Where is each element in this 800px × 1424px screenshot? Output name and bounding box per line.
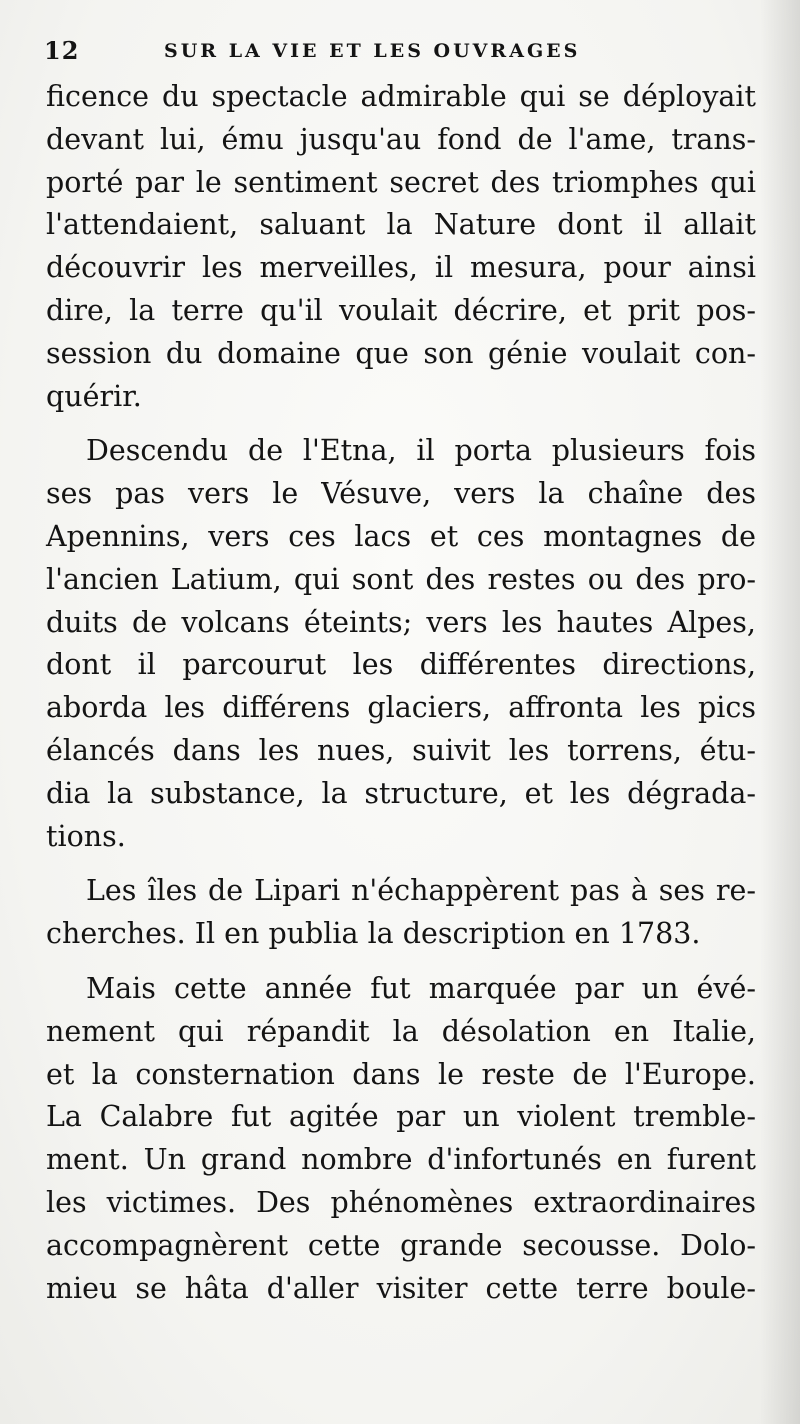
text-line: dont il parcourut les différentes directions,: [46, 648, 756, 682]
text-line: quérir.: [46, 379, 142, 413]
paragraph-1: [46, 76, 756, 418]
text-line: porté par le sentiment secret des triomphes qui: [46, 165, 756, 199]
running-title: SUR LA VIE ET LES OUVRAGES: [164, 40, 581, 62]
paragraph-3: [46, 870, 756, 956]
text-line: session du domaine que son génie voulait con-: [46, 336, 756, 370]
text-line: l'ancien Latium, qui sont des restes ou des pro-: [46, 562, 756, 596]
text-line: Apennins, vers ces lacs et ces montagnes de: [46, 519, 756, 553]
text-line: l'attendaient, saluant la Nature dont il allait: [46, 208, 756, 242]
text-line: Mais cette année fut marquée par un évé-: [86, 971, 756, 1005]
text-line: nement qui répandit la désolation en Italie,: [46, 1014, 756, 1048]
text-line: dire, la terre qu'il voulait décrire, et prit pos-: [46, 293, 756, 327]
text-line: devant lui, ému jusqu'au fond de l'ame, trans-: [46, 122, 756, 156]
text-line: dia la substance, la structure, et les dégrada-: [46, 776, 756, 810]
text-line: ficence du spectacle admirable qui se déployait: [46, 80, 756, 113]
text-line: ses pas vers le Vésuve, vers la chaîne des: [46, 477, 756, 511]
paragraph-4: [46, 968, 756, 1310]
text-line: cherches. Il en publia la description en 1783.: [46, 917, 701, 951]
text-line: duits de volcans éteints; vers les hautes Alpes,: [46, 605, 756, 639]
text-line: les victimes. Des phénomènes extraordinaires: [46, 1185, 756, 1219]
text-line: élancés dans les nues, suivit les torrens, étu-: [46, 733, 756, 767]
text-line: et la consternation dans le reste de l'Europe.: [46, 1057, 756, 1091]
text-line: mieu se hâta d'aller visiter cette terre boule-: [46, 1271, 756, 1305]
running-header: [44, 36, 756, 68]
body-text: [46, 76, 756, 1310]
text-line: accompagnèrent cette grande secousse. Dolo-: [46, 1228, 756, 1262]
text-line: tions.: [46, 819, 126, 853]
page-number: 12: [44, 36, 80, 65]
paragraph-2: [46, 430, 756, 858]
text-line: ment. Un grand nombre d'infortunés en furent: [46, 1143, 756, 1177]
text-line: La Calabre fut agitée par un violent tremble-: [46, 1100, 756, 1134]
text-line: Descendu de l'Etna, il porta plusieurs fois: [86, 434, 756, 468]
page-gutter-shadow: [760, 0, 800, 1424]
text-line: aborda les différens glaciers, affronta les pics: [46, 691, 756, 725]
text-line: découvrir les merveilles, il mesura, pour ainsi: [46, 251, 756, 285]
text-line: Les îles de Lipari n'échappèrent pas à ses re-: [86, 874, 756, 908]
